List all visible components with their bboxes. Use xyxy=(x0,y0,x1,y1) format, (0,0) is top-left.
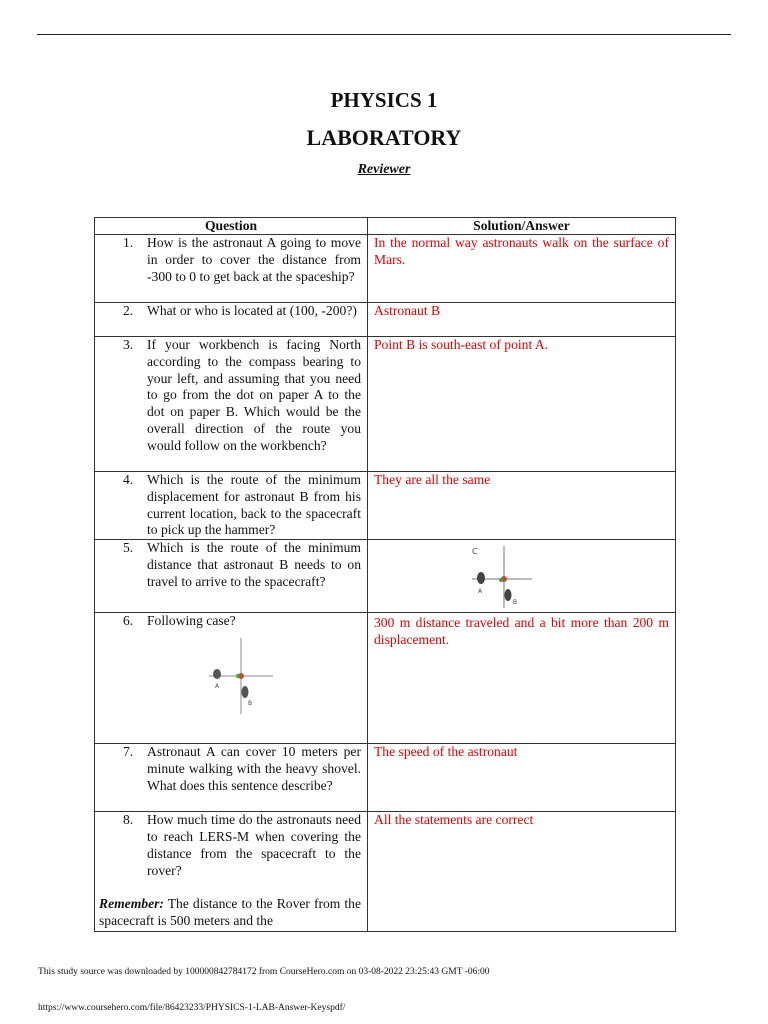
page-subtitle: Reviewer xyxy=(357,162,411,177)
astronaut-a-icon xyxy=(477,572,485,584)
question-cell xyxy=(95,235,367,285)
question-text: Following case? xyxy=(147,613,236,629)
remember-note xyxy=(95,896,367,930)
question-text: How much time do the astronauts need to reach LERS-M when covering the distance from the spacecraft to the rover? xyxy=(147,812,361,878)
page-title-line2: LABORATORY xyxy=(306,125,462,150)
table-row xyxy=(95,303,676,337)
remember-text: The distance to the Rover from the spacecraft is 500 meters and the xyxy=(99,896,362,929)
top-rule xyxy=(37,34,731,35)
question-text: How is the astronaut A going to move in order to cover the distance from -300 to 0 to get back at the spaceship? xyxy=(147,235,361,284)
answer-text: Astronaut B xyxy=(374,303,441,318)
table-header-row xyxy=(95,218,676,235)
label-b: B xyxy=(248,699,253,707)
question-number: 2. xyxy=(123,303,134,318)
answer-text: In the normal way astronauts walk on the surface of Mars. xyxy=(374,235,669,267)
question-cell xyxy=(95,303,367,320)
question-text: If your workbench is facing North according to the compass bearing to your left, and assuming that you need to go from the dot on paper A to the dot on paper B. Which would be the overall direction of the route you would follow on the workbench? xyxy=(147,337,361,453)
answer-text: The speed of the astronaut xyxy=(374,744,518,760)
source-url[interactable]: https://www.coursehero.com/file/86423233/PHYSICS-1-LAB-Answer-Keyspdf/ xyxy=(38,1003,346,1013)
question-number: 8. xyxy=(123,812,134,828)
astronaut-b-icon xyxy=(242,686,249,698)
question-cell xyxy=(95,337,367,455)
question-number: 6. xyxy=(123,613,134,629)
table-row xyxy=(95,472,676,540)
answer-text: They are all the same xyxy=(374,472,491,487)
question-number: 7. xyxy=(123,744,134,760)
green-marker xyxy=(499,578,503,582)
answer-text: All the statements are correct xyxy=(374,812,534,828)
header-question: Question xyxy=(95,218,368,235)
label-a: A xyxy=(478,588,483,596)
question-text: Which is the route of the minimum distance that astronaut B needs to on travel to arrive to the spacecraft? xyxy=(147,540,361,589)
question-number: 4. xyxy=(123,472,134,487)
question-text: What or who is located at (100, -200?) xyxy=(147,303,357,318)
answer-text: 300 m distance traveled and a bit more than 200 m displacement. xyxy=(374,615,669,647)
table-row xyxy=(95,744,676,812)
question-text: Astronaut A can cover 10 meters per minute walking with the heavy shovel. What does this sentence describe? xyxy=(147,744,361,793)
label-a: A xyxy=(215,682,220,690)
route-diagram-small xyxy=(460,540,550,612)
question-number: 5. xyxy=(123,540,134,556)
table-row xyxy=(95,235,676,303)
table-row xyxy=(95,812,676,932)
download-note: This study source was downloaded by 100000842784172 from CourseHero.com on 03-08-2022 23:25:43 GMT -06:00 xyxy=(38,967,490,977)
route-diagram xyxy=(203,634,283,718)
astronaut-a-icon xyxy=(213,669,221,679)
question-cell xyxy=(95,744,367,794)
question-number: 3. xyxy=(123,337,134,352)
astronaut-b-icon xyxy=(505,589,512,601)
answer-text: Point B is south-east of point A. xyxy=(374,337,549,352)
page-title: PHYSICS 1 xyxy=(330,88,438,112)
qa-table xyxy=(94,217,676,932)
question-cell xyxy=(95,540,367,590)
question-number: 1. xyxy=(123,235,134,250)
remember-label: Remember: xyxy=(99,896,164,912)
green-marker xyxy=(236,674,240,678)
table-row xyxy=(95,337,676,472)
label-c: C xyxy=(472,547,478,557)
label-b: B xyxy=(513,599,518,607)
question-cell xyxy=(95,613,367,630)
table-row xyxy=(95,613,676,744)
table-row xyxy=(95,540,676,613)
header-answer: Solution/Answer xyxy=(368,218,676,235)
question-cell xyxy=(95,812,367,879)
question-text: Which is the route of the minimum displacement for astronaut B from his current location, back to the spacecraft to pick up the hammer? xyxy=(147,472,361,538)
question-cell xyxy=(95,472,367,539)
